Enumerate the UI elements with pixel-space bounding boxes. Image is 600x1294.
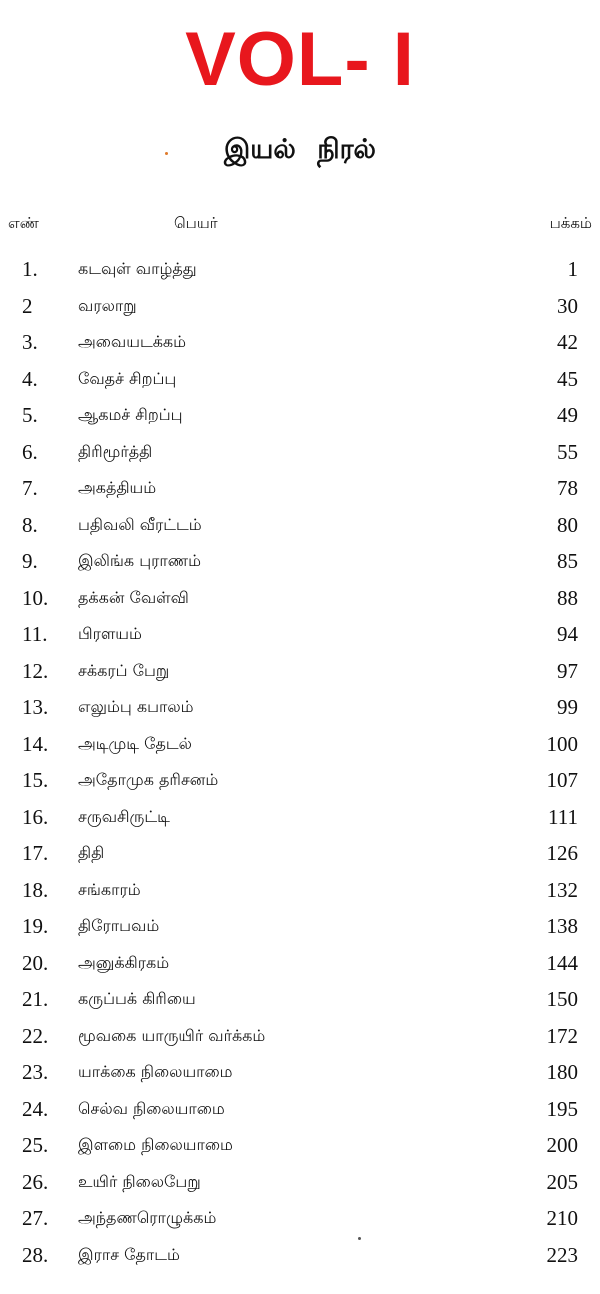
entry-number: 27. [22,1206,49,1230]
entry-page-number: 100 [546,731,578,756]
entry-number: 26. [22,1169,49,1194]
entry-number: 22. [22,1023,49,1048]
entry-page-number: 144 [546,950,578,975]
entry-number: 13. [22,695,49,719]
entry-title: கருப்பக் கிரியை [78,989,196,1008]
entry-title: வரலாறு [78,295,137,315]
entry-page-number: 138 [546,914,578,938]
entry-number: 25. [22,1133,49,1157]
entry-page-number: 55 [557,439,578,464]
entry-number: 16. [22,804,49,829]
toc-row [0,361,600,398]
column-header-number: எண் [8,214,39,232]
entry-title: அகத்தியம் [78,478,157,497]
entry-page-number: 210 [546,1206,578,1230]
entry-title: சங்காரம் [78,879,141,899]
entry-title: பதிவலி வீரட்டம் [78,514,202,534]
entry-page-number: 80 [557,512,578,537]
toc-row [0,908,600,945]
entry-number: 18. [22,877,49,902]
entry-title: அவையடக்கம் [78,332,187,351]
entry-page-number: 172 [546,1023,578,1048]
entry-page-number: 223 [546,1242,578,1267]
entry-number: 2 [22,293,33,318]
column-header-name: பெயர் [174,214,218,232]
entry-page-number: 30 [557,293,578,318]
entry-page-number: 94 [557,622,578,646]
entry-number: 20. [22,950,49,975]
toc-row [0,1018,600,1055]
entry-title: இலிங்க புராணம் [78,551,201,570]
entry-title: பிரளயம் [78,624,142,643]
toc-row [0,251,600,288]
entry-page-number: 150 [546,987,578,1011]
toc-row [0,543,600,580]
entry-page-number: 85 [557,549,578,573]
entry-page-number: 111 [548,804,578,829]
entry-title: திரிமூர்த்தி [78,441,153,461]
section-title: இயல் நிரல் [224,134,376,165]
entry-number: 24. [22,1096,49,1121]
entry-number: 17. [22,841,49,865]
entry-page-number: 49 [557,403,578,427]
entry-title: அடிமுடி தேடல் [78,733,192,753]
toc-row [0,1054,600,1091]
volume-title: VOL- I [185,17,415,102]
entry-page-number: 200 [546,1133,578,1157]
entry-number: 23. [22,1060,49,1084]
entry-page-number: 126 [546,841,578,865]
toc-row [0,1091,600,1128]
entry-title: சக்கரப் பேறு [78,660,170,680]
entry-title: வேதச் சிறப்பு [78,368,177,388]
toc-row [0,726,600,763]
entry-number: 21. [22,987,49,1011]
entry-title: உயிர் நிலைபேறு [78,1171,201,1191]
entry-number: 11. [22,622,48,646]
entry-title: அந்தணரொழுக்கம் [78,1208,217,1227]
toc-row [0,1127,600,1164]
toc-row [0,872,600,909]
entry-page-number: 107 [546,768,578,792]
entry-page-number: 1 [567,257,578,281]
toc-row [0,835,600,872]
entry-title: யாக்கை நிலையாமை [78,1062,233,1081]
entry-number: 5. [22,403,38,427]
entry-title: எலும்பு கபாலம் [78,697,194,716]
toc-row [0,653,600,690]
entry-number: 19. [22,914,49,938]
entry-number: 1. [22,257,38,281]
entry-number: 6. [22,439,38,464]
entry-title: மூவகை யாருயிர் வர்க்கம் [78,1025,266,1045]
entry-title: அனுக்கிரகம் [78,952,170,972]
entry-page-number: 180 [546,1060,578,1084]
entry-title: செல்வ நிலையாமை [78,1098,225,1118]
toc-row [0,397,600,434]
toc-row [0,507,600,544]
toc-row [0,324,600,361]
entry-title: திதி [78,843,105,862]
entry-number: 8. [22,512,38,537]
entry-number: 15. [22,768,49,792]
entry-page-number: 99 [557,695,578,719]
entry-number: 28. [22,1242,49,1267]
entry-title: ஆகமச் சிறப்பு [78,405,183,424]
entry-number: 9. [22,549,38,573]
entry-page-number: 97 [557,658,578,683]
toc-row [0,616,600,653]
toc-row [0,689,600,726]
entry-title: திரோபவம் [78,916,160,935]
entry-number: 10. [22,585,49,610]
toc-row [0,1237,600,1274]
stray-dot-gray [358,1237,361,1240]
toc-row [0,1200,600,1237]
entry-page-number: 195 [546,1096,578,1121]
entry-page-number: 205 [546,1169,578,1194]
toc-row [0,762,600,799]
toc-row [0,470,600,507]
entry-number: 14. [22,731,49,756]
column-header-page: பக்கம் [549,214,592,232]
toc-row [0,1164,600,1201]
toc-row [0,945,600,982]
entry-title: இராச தோடம் [78,1244,180,1264]
entry-number: 4. [22,366,38,391]
entry-number: 3. [22,330,38,354]
entry-number: 7. [22,476,38,500]
toc-row [0,288,600,325]
toc-row [0,434,600,471]
entry-number: 12. [22,658,49,683]
table-of-contents [0,251,600,1273]
entry-title: இளமை நிலையாமை [78,1135,233,1154]
entry-page-number: 78 [557,476,578,500]
entry-title: சருவசிருட்டி [78,806,170,826]
entry-page-number: 42 [557,330,578,354]
entry-title: அதோமுக தரிசனம் [78,770,219,789]
toc-row [0,799,600,836]
entry-title: கடவுள் வாழ்த்து [78,259,197,278]
toc-row [0,580,600,617]
entry-page-number: 45 [557,366,578,391]
entry-title: தக்கன் வேள்வி [78,587,189,607]
entry-page-number: 88 [557,585,578,610]
toc-row [0,981,600,1018]
entry-page-number: 132 [546,877,578,902]
